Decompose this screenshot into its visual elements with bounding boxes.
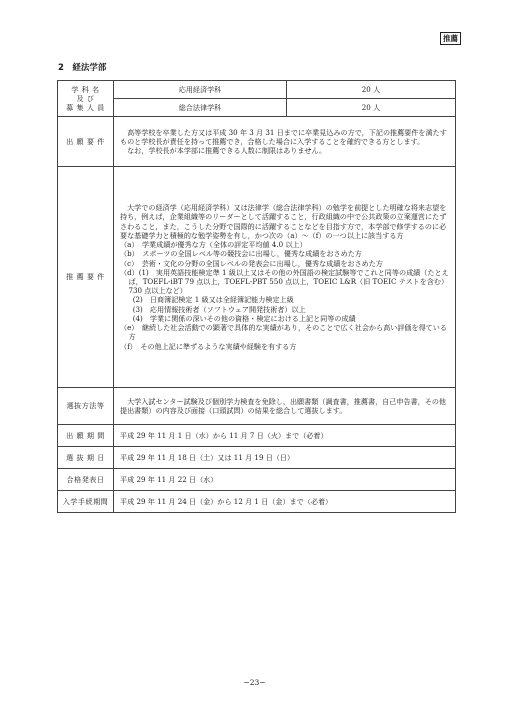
schedule-text: 平成 29 年 11 月 1 日（水）から 11 月 7 日（火）まで（必着） xyxy=(114,425,456,447)
table-row xyxy=(58,117,456,167)
label-text: 合格発表日 xyxy=(66,474,105,484)
schedule-label xyxy=(58,447,114,469)
table-row xyxy=(58,99,456,117)
label-text: 選 抜 期 日 xyxy=(66,452,105,462)
dept-name: 応用経済学科 xyxy=(114,81,287,99)
schedule-label xyxy=(58,491,114,513)
schedule-text: 平成 29 年 11 月 22 日（水） xyxy=(114,469,456,491)
table-row xyxy=(58,469,456,491)
table-row xyxy=(58,388,456,425)
label-text: 推 薦 要 件 xyxy=(66,272,105,282)
list-item: (4) 学業に関係の深いその他の資格・検定における上記と同等の成績 xyxy=(132,313,356,323)
dept-count: 20 人 xyxy=(287,81,456,99)
table-row xyxy=(58,425,456,447)
paragraph: 大学での経済学（応用経済学科）又は法律学（総合法律学科）の勉学を前提とした明確な将来志望を持ち，例えば，企業組織等のリーダーとして活躍すること，行政組織の中で公共政策の立案運営にたずさわること，また，こうした分野で国際的に活躍することなどを目指す方で，本学部で修学するのに必要な基礎学力と積極的な勉学姿勢を有し，かつ次の（a）～（f）の一つ以上に該当する方 xyxy=(120,203,447,240)
eligibility-text xyxy=(114,117,456,167)
recommendation-badge: 推薦 xyxy=(440,32,461,45)
eligibility-label xyxy=(58,117,114,167)
schedule-text: 平成 29 年 11 月 18 日（土）又は 11 月 19 日（日） xyxy=(114,447,456,469)
label-text: 入学手続期間 xyxy=(62,496,109,506)
label-text: 出 願 要 件 xyxy=(66,136,105,146)
list-item: (3) 応用情報技術者（ソフトウェア開発技術者）以上 xyxy=(132,304,306,314)
recommendation-label xyxy=(58,167,114,388)
recommendation-text xyxy=(114,167,456,388)
list-item: （c） 芸術・文化の分野の全国レベルの発表会に出場し，優秀な成績をおさめた方 xyxy=(120,258,383,268)
list-item: （f） その他上記に準ずるような実績や経験を有する方 xyxy=(120,341,297,351)
table-row xyxy=(58,81,456,99)
list-item: (2) 日商簿記検定 1 級又は全経簿記能力検定上級 xyxy=(132,295,294,305)
paragraph: 大学入試センター試験及び個別学力検査を免除し，出願書類（調査書，推薦書，自己申告書，その他提出書類）の内容及び面接（口頭試問）の結果を総合して選抜します。 xyxy=(120,396,447,415)
schedule-label xyxy=(58,425,114,447)
label-text: 出 願 期 間 xyxy=(66,430,105,440)
label-line: 及 び xyxy=(76,93,95,103)
table-row xyxy=(58,491,456,513)
paragraph: なお，学校長が本学部に推薦できる人数に制限はありません。 xyxy=(127,146,327,156)
selection-text xyxy=(114,388,456,425)
admission-table xyxy=(57,80,456,513)
label-line: 学 科 名 xyxy=(71,84,100,94)
selection-label xyxy=(58,388,114,425)
list-item: （b） スポーツの全国レベル等の競技会に出場し，優秀な成績をおさめた方 xyxy=(120,249,362,259)
table-row xyxy=(58,447,456,469)
list-item: （a） 学業成績が優秀な方（全体の評定平均値 4.0 以上） xyxy=(120,240,307,250)
label-text: 選抜方法等 xyxy=(66,401,105,411)
list-item: （d）(1) 実用英語技能検定準 1 級以上又はその他の外国語の検定試験等でこれと同等の成績（たとえば，TOEFL-iBT 79 点以上，TOEFL-PBT 550 点以上，TOEIC L&R（旧 TOEIC テストを含む） 730 点以上など） xyxy=(120,267,452,296)
list-item: （e） 継続した社会活動での顕著で具体的な実績があり，そのことで広く社会から高い評価を得ている方 xyxy=(120,323,447,342)
dept-count: 20 人 xyxy=(287,99,456,117)
paragraph: 高等学校を卒業した方又は平成 30 年 3 月 31 日までに卒業見込みの方で，下記の推薦要件を満たすものと学校長が責任を持って推薦でき，合格した場合に入学することを確約できる方とします。 xyxy=(120,127,447,146)
schedule-label xyxy=(58,469,114,491)
table-row xyxy=(58,167,456,388)
schedule-text: 平成 29 年 11 月 24 日（金）から 12 月 1 日（金）まで（必着） xyxy=(114,491,456,513)
page-number: −23− xyxy=(243,678,266,687)
label-line: 募 集 人 員 xyxy=(66,103,105,113)
recruitment-label xyxy=(58,81,114,117)
dept-name: 総合法律学科 xyxy=(114,99,287,117)
section-title: 2 経法学部 xyxy=(58,63,107,73)
